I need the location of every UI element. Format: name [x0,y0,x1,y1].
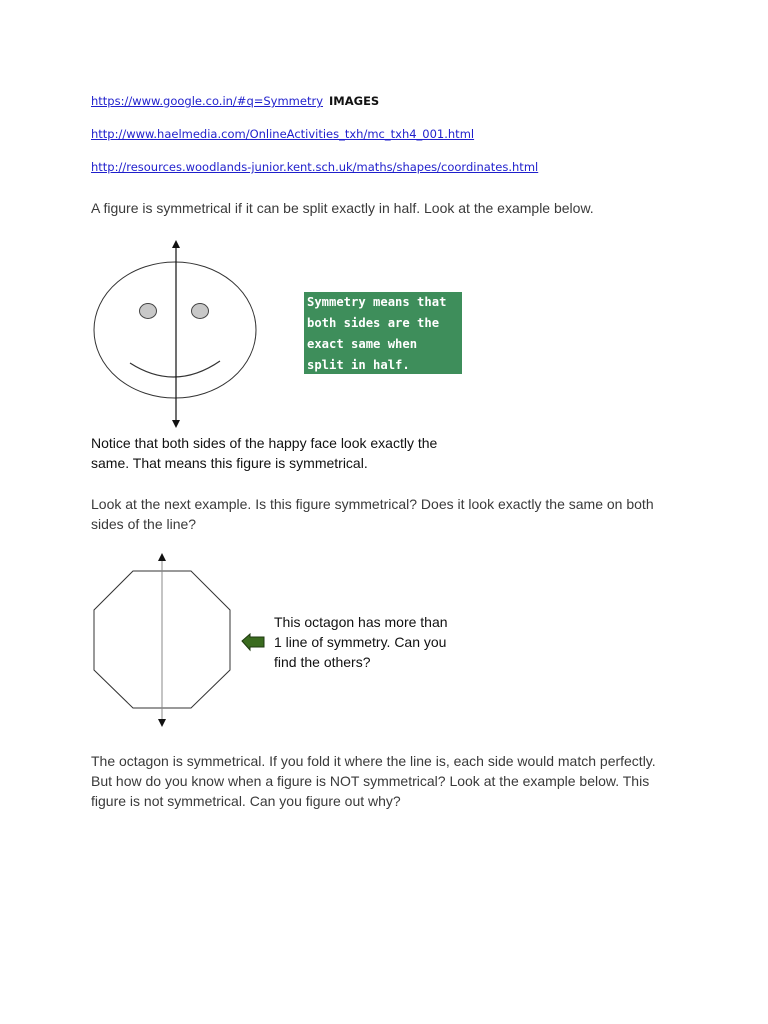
octagon-note [274,612,494,672]
conclusion-line: But how do you know when a figure is NOT symmetrical? Look at the example below. This [91,773,650,789]
face-note [91,433,511,473]
symmetry-definition-callout [304,292,462,374]
face-symmetry-line [172,240,180,428]
face-note-line: same. That means this figure is symmetrical. [91,455,368,471]
octagon-note-line: This octagon has more than [274,614,448,630]
link-google-symmetry[interactable]: https://www.google.co.in/#q=Symmetry [91,94,324,108]
callout-line: exact same when [307,337,418,351]
intro-paragraph: A figure is symmetrical if it can be split exactly in half. Look at the example below. [91,200,594,216]
face-note-line: Notice that both sides of the happy face look exactly the [91,435,438,451]
next-example-line: Look at the next example. Is this figure symmetrical? Does it look exactly the same on both [91,496,654,512]
next-example-line: sides of the line? [91,516,197,532]
link-haelmedia[interactable]: http://www.haelmedia.com/OnlineActivities_txh/mc_txh4_001.html [91,127,475,141]
smiley-face-figure [94,262,256,398]
callout-line: Symmetry means that [307,295,447,309]
octagon-note-line: 1 line of symmetry. Can you [274,634,447,650]
callout-line: both sides are the [307,316,440,330]
conclusion-line: figure is not symmetrical. Can you figure out why? [91,793,401,809]
conclusion-line: The octagon is symmetrical. If you fold it where the line is, each side would match perfectly. [91,753,656,769]
link-woodlands[interactable]: http://resources.woodlands-junior.kent.sch.uk/maths/shapes/coordinates.html [91,160,539,174]
conclusion-paragraph [91,751,731,811]
callout-line: split in half. [307,358,410,372]
octagon-note-line: find the others? [274,654,371,670]
next-example-paragraph [91,494,731,534]
images-label: IMAGES [329,94,380,108]
octagon-symmetry-line [158,553,166,727]
left-arrow-icon [242,634,264,650]
